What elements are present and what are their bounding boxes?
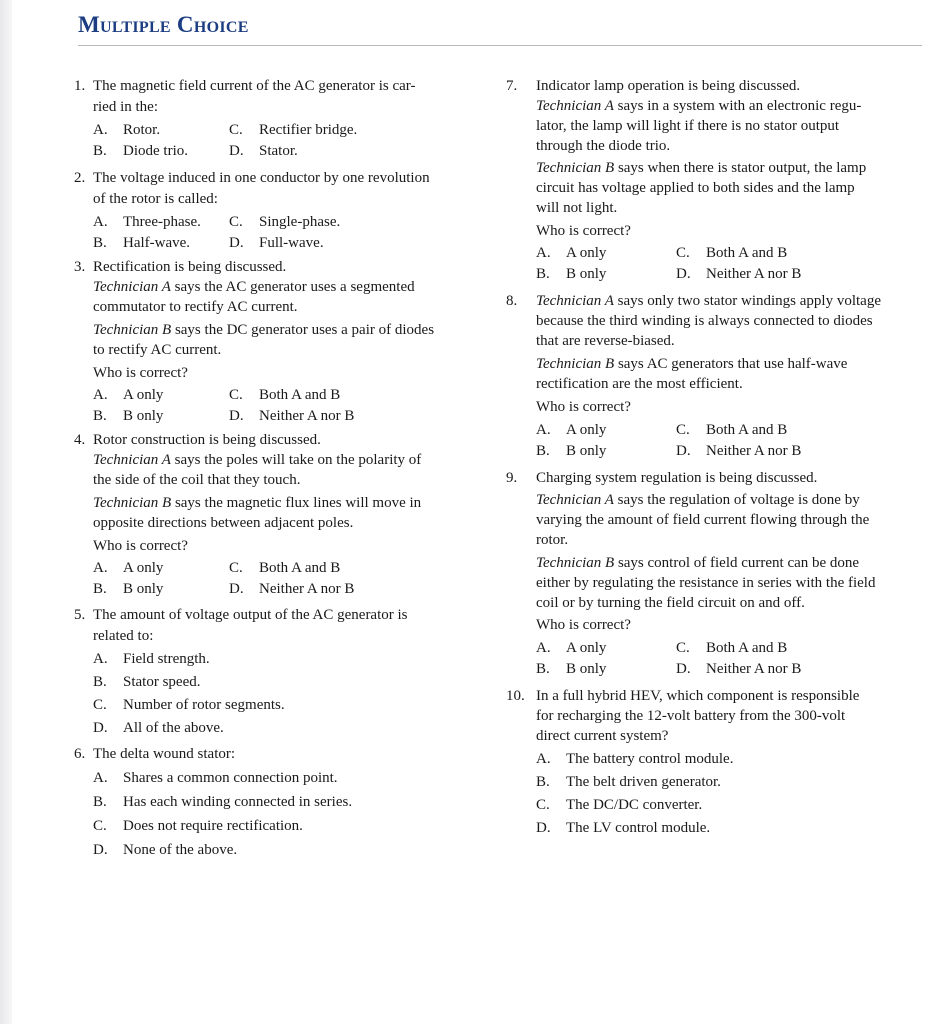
question-number: 7.: [506, 78, 518, 94]
option-c[interactable]: [676, 638, 924, 659]
question-10: [506, 686, 924, 839]
option-text: Neither A nor B: [706, 661, 802, 677]
option-letter: A.: [93, 560, 108, 576]
stem-line: ried in the:: [93, 99, 158, 115]
option-letter: A.: [536, 751, 551, 767]
question-6: [74, 744, 484, 861]
technician-label: Technician B: [536, 160, 615, 176]
option-text: Both A and B: [706, 640, 788, 656]
option-letter: D.: [676, 443, 691, 459]
option-text: Half-wave.: [123, 235, 191, 251]
options: [74, 212, 484, 254]
option-a[interactable]: [536, 243, 676, 264]
option-text: Field strength.: [123, 651, 210, 667]
option-text: Number of rotor segments.: [123, 697, 285, 713]
option-text: Rotor.: [123, 122, 161, 138]
option-letter: A.: [93, 214, 108, 230]
option-letter: C.: [229, 122, 243, 138]
right-column: [506, 76, 924, 839]
option-text: The LV control module.: [566, 820, 711, 836]
who-is-correct: Who is correct?: [536, 223, 631, 239]
option-letter: C.: [676, 245, 690, 261]
option-letter: C.: [229, 387, 243, 403]
statement-text: says in a system with an electronic regu-: [613, 98, 862, 114]
option-letter: B.: [93, 235, 107, 251]
statement-text: commutator to rectify AC current.: [93, 299, 298, 315]
technician-a-statement: [536, 96, 924, 116]
option-b[interactable]: [536, 441, 676, 462]
option-letter: D.: [676, 661, 691, 677]
question-number: 3.: [74, 259, 86, 275]
option-letter: C.: [676, 640, 690, 656]
statement-text: to rectify AC current.: [93, 342, 222, 358]
option-letter: C.: [229, 560, 243, 576]
question-number: 6.: [74, 746, 86, 762]
option-text: B only: [123, 581, 164, 597]
option-text: Rectifier bridge.: [259, 122, 358, 138]
who-is-correct: Who is correct?: [536, 617, 631, 633]
options: [74, 768, 484, 861]
page-binding-edge: [0, 0, 12, 1024]
question-7: [506, 76, 924, 285]
options: [506, 749, 924, 839]
stem-line: related to:: [93, 628, 154, 644]
option-letter: B.: [536, 443, 550, 459]
technician-label: Technician B: [93, 495, 172, 511]
technician-label: Technician A: [536, 492, 614, 508]
option-letter: B.: [536, 774, 550, 790]
stem-line: Indicator lamp operation is being discussed.: [536, 78, 801, 94]
option-text: The belt driven generator.: [566, 774, 721, 790]
question-stem: [74, 605, 484, 647]
question-number: 10.: [506, 688, 525, 704]
statement-text: rotor.: [536, 532, 569, 548]
statement-text: coil or by turning the field circuit on and off.: [536, 595, 805, 611]
option-text: B only: [566, 266, 607, 282]
option-text: The DC/DC converter.: [566, 797, 703, 813]
options: [506, 243, 924, 285]
option-a[interactable]: [536, 749, 924, 770]
option-letter: D.: [676, 266, 691, 282]
statement-text: circuit has voltage applied to both sides and the lamp: [536, 180, 855, 196]
option-letter: B.: [93, 581, 107, 597]
stem-line: The amount of voltage output of the AC generator is: [93, 607, 408, 623]
question-8: [506, 291, 924, 462]
stem-line: The magnetic field current of the AC generator is car-: [93, 78, 416, 94]
statement-text: says the regulation of voltage is done by: [613, 492, 860, 508]
option-letter: C.: [676, 422, 690, 438]
option-c[interactable]: [676, 420, 924, 441]
option-letter: D.: [93, 720, 108, 736]
option-c[interactable]: [93, 695, 484, 716]
option-text: Shares a common connection point.: [123, 770, 338, 786]
question-stem: [506, 291, 924, 417]
question-1: [74, 76, 484, 162]
option-letter: D.: [229, 143, 244, 159]
question-number: 8.: [506, 293, 518, 309]
option-text: None of the above.: [123, 842, 238, 858]
question-2: [74, 168, 484, 254]
stem-line: The delta wound stator:: [93, 746, 236, 762]
option-d[interactable]: [676, 264, 924, 285]
option-b[interactable]: [93, 672, 484, 693]
question-4: [74, 430, 484, 600]
option-text: Neither A nor B: [259, 408, 355, 424]
statement-text: says when there is stator output, the lamp: [614, 160, 867, 176]
statement-text: lator, the lamp will light if there is no stator output: [536, 118, 840, 134]
option-text: The battery control module.: [566, 751, 734, 767]
technician-label: Technician A: [93, 452, 171, 468]
option-b[interactable]: [93, 141, 229, 162]
statement-text: says the AC generator uses a segmented: [170, 279, 415, 295]
statement-text: rectification are the most efficient.: [536, 376, 743, 392]
option-b[interactable]: [93, 579, 229, 600]
option-a[interactable]: [93, 212, 229, 233]
option-text: B only: [566, 661, 607, 677]
option-b[interactable]: [536, 264, 676, 285]
statement-text: opposite directions between adjacent poles.: [93, 515, 354, 531]
option-d[interactable]: [93, 718, 484, 739]
option-d[interactable]: [676, 659, 924, 680]
option-letter: A.: [536, 422, 551, 438]
option-d[interactable]: [229, 141, 484, 162]
statement-text: that are reverse-biased.: [536, 333, 675, 349]
option-d[interactable]: [676, 441, 924, 462]
stem-line: Rotor construction is being discussed.: [93, 432, 321, 448]
technician-label: Technician B: [536, 356, 615, 372]
technician-b-statement: [536, 158, 924, 178]
options: [74, 558, 484, 600]
question-number: 5.: [74, 607, 86, 623]
option-letter: B.: [93, 408, 107, 424]
who-is-correct: Who is correct?: [93, 538, 188, 554]
option-a[interactable]: [536, 638, 676, 659]
technician-label: Technician A: [536, 98, 614, 114]
option-letter: A.: [93, 122, 108, 138]
technician-b-statement: [536, 354, 924, 374]
technician-b-statement: [93, 493, 484, 513]
option-letter: D.: [229, 408, 244, 424]
question-5: [74, 605, 484, 739]
stem-line: direct current system?: [536, 728, 669, 744]
option-text: Has each winding connected in series.: [123, 794, 353, 810]
question-stem: [506, 686, 924, 746]
statement-text: says the poles will take on the polarity of: [170, 452, 422, 468]
question-number: 4.: [74, 432, 86, 448]
option-text: Stator.: [259, 143, 298, 159]
option-letter: A.: [93, 651, 108, 667]
statement-text: through the diode trio.: [536, 138, 671, 154]
option-text: Stator speed.: [123, 674, 201, 690]
statement-text: either by regulating the resistance in series with the field: [536, 575, 876, 591]
option-text: Diode trio.: [123, 143, 188, 159]
stem-line: Charging system regulation is being discussed.: [536, 470, 818, 486]
technician-a-statement: [93, 450, 484, 470]
option-c[interactable]: [676, 243, 924, 264]
option-letter: A.: [93, 770, 108, 786]
question-number: 1.: [74, 78, 86, 94]
option-c[interactable]: [229, 120, 484, 141]
option-d[interactable]: [536, 818, 924, 839]
question-stem: [74, 744, 484, 765]
question-number: 2.: [74, 170, 86, 186]
options: [506, 420, 924, 462]
question-stem: [506, 468, 924, 635]
statement-text: says only two stator windings apply voltage: [613, 293, 881, 309]
option-text: All of the above.: [123, 720, 224, 736]
options: [506, 638, 924, 680]
statement-text: the side of the coil that they touch.: [93, 472, 301, 488]
option-letter: B.: [93, 143, 107, 159]
technician-a-statement: [536, 291, 924, 311]
statement-text: says control of field current can be done: [614, 555, 860, 571]
statement-text: says the DC generator uses a pair of diodes: [171, 322, 435, 338]
option-text: A only: [566, 245, 607, 261]
question-9: [506, 468, 924, 680]
option-text: Full-wave.: [259, 235, 324, 251]
option-text: Neither A nor B: [706, 266, 802, 282]
who-is-correct: Who is correct?: [536, 399, 631, 415]
statement-text: because the third winding is always connected to diodes: [536, 313, 873, 329]
option-letter: B.: [536, 266, 550, 282]
option-letter: A.: [536, 640, 551, 656]
title-rule: [78, 45, 922, 46]
option-b[interactable]: [93, 233, 229, 254]
technician-a-statement: [93, 277, 484, 297]
option-a[interactable]: [536, 420, 676, 441]
option-a[interactable]: [93, 768, 484, 789]
option-text: A only: [123, 387, 164, 403]
option-letter: D.: [229, 581, 244, 597]
question-stem: [74, 168, 484, 210]
option-b[interactable]: [93, 406, 229, 427]
option-text: B only: [123, 408, 164, 424]
technician-a-statement: [536, 490, 924, 510]
option-text: A only: [123, 560, 164, 576]
question-3: [74, 257, 484, 427]
question-number: 9.: [506, 470, 518, 486]
technician-label: Technician B: [93, 322, 172, 338]
technician-b-statement: [536, 553, 924, 573]
option-a[interactable]: [93, 649, 484, 670]
section-title: Multiple Choice: [78, 12, 249, 37]
option-b[interactable]: [536, 659, 676, 680]
option-letter: B.: [93, 674, 107, 690]
options: [74, 649, 484, 739]
option-c[interactable]: [536, 795, 924, 816]
stem-line: of the rotor is called:: [93, 191, 218, 207]
option-text: B only: [566, 443, 607, 459]
option-text: Both A and B: [259, 560, 341, 576]
statement-text: varying the amount of field current flowing through the: [536, 512, 870, 528]
option-text: A only: [566, 422, 607, 438]
option-letter: A.: [93, 387, 108, 403]
stem-line: In a full hybrid HEV, which component is responsible: [536, 688, 860, 704]
option-a[interactable]: [93, 120, 229, 141]
who-is-correct: Who is correct?: [93, 365, 188, 381]
option-letter: B.: [536, 661, 550, 677]
question-stem: [74, 257, 484, 383]
option-letter: B.: [93, 794, 107, 810]
technician-b-statement: [93, 320, 484, 340]
stem-line: The voltage induced in one conductor by one revolution: [93, 170, 430, 186]
question-stem: [74, 76, 484, 118]
option-letter: D.: [229, 235, 244, 251]
option-text: A only: [566, 640, 607, 656]
technician-label: Technician A: [536, 293, 614, 309]
question-stem: [506, 76, 924, 241]
option-letter: A.: [536, 245, 551, 261]
option-letter: D.: [93, 842, 108, 858]
option-text: Neither A nor B: [706, 443, 802, 459]
options: [74, 385, 484, 427]
option-d[interactable]: [229, 406, 484, 427]
option-b[interactable]: [536, 772, 924, 793]
statement-text: will not light.: [536, 200, 618, 216]
statement-text: says the magnetic flux lines will move in: [171, 495, 422, 511]
technician-label: Technician A: [93, 279, 171, 295]
option-d[interactable]: [229, 233, 484, 254]
option-a[interactable]: [93, 558, 229, 579]
option-text: Single-phase.: [259, 214, 341, 230]
option-text: Both A and B: [706, 422, 788, 438]
option-letter: C.: [229, 214, 243, 230]
option-letter: C.: [93, 697, 107, 713]
option-d[interactable]: [93, 840, 484, 861]
option-c[interactable]: [229, 558, 484, 579]
options: [74, 120, 484, 162]
question-stem: [74, 430, 484, 556]
option-text: Both A and B: [259, 387, 341, 403]
option-c[interactable]: [93, 816, 484, 837]
option-d[interactable]: [229, 579, 484, 600]
statement-text: says AC generators that use half-wave: [614, 356, 848, 372]
option-text: Does not require rectification.: [123, 818, 303, 834]
option-c[interactable]: [229, 212, 484, 233]
option-a[interactable]: [93, 385, 229, 406]
stem-line: for recharging the 12-volt battery from the 300-volt: [536, 708, 846, 724]
option-letter: C.: [536, 797, 550, 813]
option-letter: C.: [93, 818, 107, 834]
left-column: [74, 76, 484, 861]
option-text: Both A and B: [706, 245, 788, 261]
option-b[interactable]: [93, 792, 484, 813]
technician-label: Technician B: [536, 555, 615, 571]
stem-line: Rectification is being discussed.: [93, 259, 287, 275]
option-letter: D.: [536, 820, 551, 836]
option-text: Three-phase.: [123, 214, 201, 230]
option-text: Neither A nor B: [259, 581, 355, 597]
option-c[interactable]: [229, 385, 484, 406]
